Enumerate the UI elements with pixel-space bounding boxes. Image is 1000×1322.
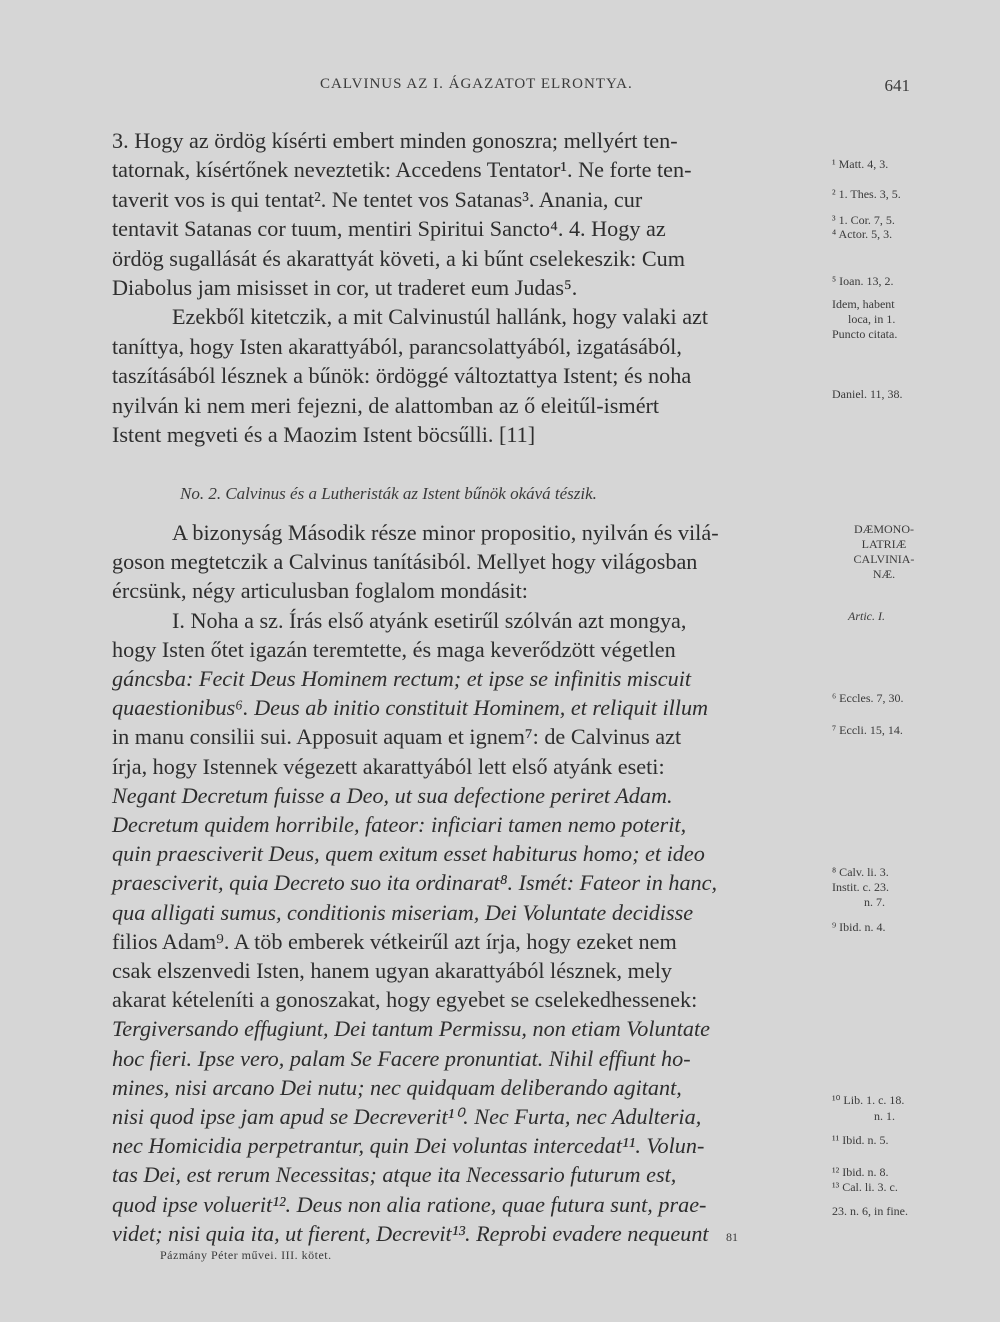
margin-note: CALVINIA- [853, 552, 915, 566]
text-line: quin praesciverit Deus, quem exitum esset habiturus homo; et ideo [112, 841, 705, 867]
margin-note: ¹⁰ Lib. 1. c. 18. [832, 1093, 905, 1107]
text-line: A bizonyság Második része minor propositio, nyilván és vilá- [172, 520, 719, 545]
margin-note: ¹¹ Ibid. n. 5. [832, 1133, 889, 1147]
text-line: csak elszenvedi Isten, hanem ugyan akarattyából lésznek, mely [112, 958, 673, 984]
running-header [110, 76, 940, 100]
margin-note: Artic. I. [848, 609, 885, 623]
text-line: taszításából lésznek a bűnök: ördöggé változtattya Istent; és noha [112, 363, 692, 389]
text-line: Negant Decretum fuisse a Deo, ut sua defectione periret Adam. [112, 782, 673, 808]
margin-note: ⁴ Actor. 5, 3. [832, 227, 893, 241]
text-line: taverit vos is qui tentat². Ne tentet vos Satanas³. Anania, cur [112, 186, 643, 212]
text-line: ércsünk, négy articulusban foglalom mondásit: [112, 578, 528, 604]
text-line: nisi quod ipse jam apud se Decreverit¹⁰. Nec Furta, nec Adulteria, [112, 1104, 702, 1130]
margin-note: LATRIÆ [861, 537, 907, 551]
text-line: gáncsba: Fecit Deus Hominem rectum; et ipse se infinitis miscuit [112, 666, 692, 692]
text-line: Decretum quidem horribile, fateor: inficiari tamen nemo poterit, [112, 812, 687, 838]
text-line: írja, hogy Istennek végezett akarattyából lett első atyánk eseti: [112, 753, 665, 779]
margin-note: ³ 1. Cor. 7, 5. [832, 213, 895, 227]
text-line: goson megtetczik a Calvinus tanításiból. Mellyet hogy világosban [112, 549, 698, 575]
text-line: tas Dei, est rerum Necessitas; atque ita Necessario futurum est, [112, 1162, 677, 1188]
text-line: qua alligati sumus, conditionis miseriam, Dei Voluntate decidisse [112, 899, 694, 925]
running-title: CALVINUS AZ I. ÁGAZATOT ELRONTYA. [320, 76, 633, 92]
margin-note: ¹ Matt. 4, 3. [832, 157, 889, 171]
text-line: akarat kételeníti a gonoszakat, hogy egyebet se cselekedhessenek: [112, 987, 698, 1013]
margin-note: ¹² Ibid. n. 8. [832, 1165, 889, 1179]
text-line: I. Noha a sz. Írás első atyánk esetirűl szólván azt mongya, [172, 607, 687, 633]
margin-note: Puncto citata. [832, 327, 898, 341]
text-line: tatornak, kísértőnek neveztetik: Accedens Tentator¹. Ne forte ten- [112, 157, 692, 183]
section-subheading: No. 2. Calvinus és a Lutheristák az Istent bűnök okává tészik. [180, 484, 597, 503]
margin-note: ⁹ Ibid. n. 4. [832, 920, 886, 934]
imprint-line: Pázmány Péter művei. III. kötet. [160, 1248, 332, 1262]
text-line: Tergiversando effugiunt, Dei tantum Permissu, non etiam Voluntate [112, 1016, 710, 1042]
section-1-text [112, 126, 828, 449]
signature-mark: 81 [726, 1230, 738, 1244]
text-line: nyilván ki nem meri fejezni, de alattomban az ő eleitűl-ismért [112, 392, 660, 418]
text-line: praesciverit, quia Decreto suo ita ordinarat⁸. Ismét: Fateor in hanc, [112, 870, 718, 896]
margin-note: Idem, habent [832, 297, 895, 311]
text-line: nec Homicidia perpetrantur, quin Dei voluntas intercedat¹¹. Volun- [112, 1133, 705, 1159]
text-line: Diabolus jam misisset in cor, ut traderet eum Judas⁵. [112, 275, 578, 301]
margin-note: Daniel. 11, 38. [832, 387, 903, 401]
text-line: Istent megveti és a Maozim Istent böcsűlli. [11] [112, 422, 536, 448]
margin-note: 23. n. 6, in fine. [832, 1204, 908, 1218]
margin-note: ⁶ Eccles. 7, 30. [832, 691, 904, 705]
text-line: videt; nisi quia ita, ut fierent, Decrevit¹³. Reprobi evadere nequeunt [112, 1220, 709, 1246]
margin-note: n. 1. [874, 1109, 895, 1123]
margin-note: n. 7. [864, 895, 885, 909]
text-line: hogy Isten őtet igazán teremtette, és maga keverődzött végetlen [112, 636, 676, 662]
margin-note: ⁸ Calv. li. 3. [832, 865, 889, 879]
margin-note: Instit. c. 23. [832, 880, 889, 894]
text-line: taníttya, hogy Isten akarattyából, parancsolattyából, izgatásából, [112, 333, 682, 359]
margin-note: ⁵ Ioan. 13, 2. [832, 274, 894, 288]
text-line: tentavit Satanas cor tuum, mentiri Spiritui Sancto⁴. 4. Hogy az [112, 216, 666, 242]
text-line: quaestionibus⁶. Deus ab initio constituit Hominem, et reliquit illum [112, 695, 709, 721]
section-2-text [112, 518, 828, 1248]
margin-note: ² 1. Thes. 3, 5. [832, 187, 901, 201]
margin-note: ⁷ Eccli. 15, 14. [832, 723, 903, 737]
margin-note: ¹³ Cal. li. 3. c. [832, 1180, 898, 1194]
text-line: ördög sugallását és akarattyát követi, a ki bűnt cselekeszik: Cum [112, 245, 686, 271]
text-line: in manu consilii sui. Apposuit aquam et ignem⁷: de Calvinus azt [112, 724, 682, 750]
text-line: hoc fieri. Ipse vero, palam Se Facere pronuntiat. Nihil effiunt ho- [112, 1045, 691, 1071]
margin-note: NÆ. [872, 567, 896, 581]
margin-note: DÆMONO- [854, 522, 914, 536]
text-line: filios Adam⁹. A töb emberek vétkeirűl azt írja, hogy ezeket nem [112, 928, 677, 954]
margin-note: loca, in 1. [848, 312, 896, 326]
page-number: 641 [884, 76, 910, 95]
text-line: mines, nisi arcano Dei nutu; nec quidquam deliberando agitant, [112, 1074, 682, 1100]
text-line: Ezekből kitetczik, a mit Calvinustúl hallánk, hogy valaki azt [172, 304, 709, 330]
text-line: 3. Hogy az ördög kísérti embert minden gonoszra; mellyért ten- [112, 128, 678, 153]
text-line: quod ipse voluerit¹². Deus non alia ratione, quae futura sunt, prae- [112, 1191, 707, 1217]
